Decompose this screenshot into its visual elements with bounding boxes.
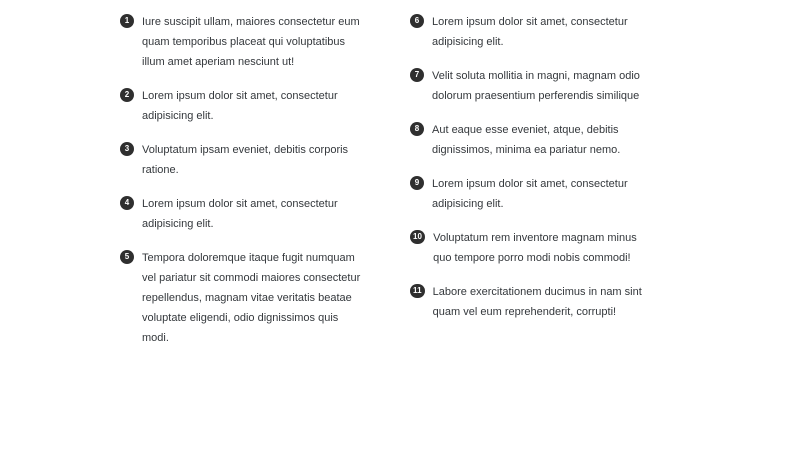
list-item-text: Voluptatum ipsam eveniet, debitis corporis ratione.: [142, 144, 349, 176]
list-item-number-badge: 2: [120, 88, 134, 102]
numbered-list-columns: [120, 12, 680, 348]
list-item[interactable]: [120, 140, 368, 180]
list-item-number-badge: 11: [410, 284, 425, 298]
list-item[interactable]: [120, 248, 368, 348]
list-item-number-badge: 1: [120, 14, 134, 28]
list-item-number-badge: 5: [120, 250, 134, 264]
list-item-text: Lorem ipsum dolor sit amet, consectetur adipisicing elit.: [142, 90, 338, 122]
list-item-number-badge: 9: [410, 176, 424, 190]
list-item[interactable]: [410, 66, 658, 106]
list-item[interactable]: [410, 12, 658, 52]
list-item-text: Labore exercitationem ducimus in nam sint quam vel eum reprehenderit, corrupti!: [432, 286, 642, 318]
list-item[interactable]: [410, 174, 658, 214]
list-item-text: Voluptatum rem inventore magnam minus quo tempore porro modi nobis commodi!: [433, 232, 637, 264]
list-item-number-badge: 4: [120, 196, 134, 210]
list-item[interactable]: [410, 282, 658, 322]
right-column: [410, 12, 658, 322]
list-item-number-badge: 6: [410, 14, 424, 28]
list-item[interactable]: [410, 228, 658, 268]
list-item-number-badge: 7: [410, 68, 424, 82]
left-column: [120, 12, 368, 348]
list-item-number-badge: 3: [120, 142, 134, 156]
list-item-text: Iure suscipit ullam, maiores consectetur eum quam temporibus placeat qui voluptatibus illum amet aperiam nesciunt ut!: [142, 16, 360, 68]
list-item[interactable]: [120, 194, 368, 234]
list-item[interactable]: [120, 86, 368, 126]
list-item-text: Lorem ipsum dolor sit amet, consectetur adipisicing elit.: [432, 16, 628, 48]
list-item-number-badge: 10: [410, 230, 425, 244]
list-item-text: Tempora doloremque itaque fugit numquam vel pariatur sit commodi maiores consectetur repellendus, magnam vitae veritatis beatae voluptate eligendi, odio dignissimos quis modi.: [142, 252, 361, 344]
list-item-text: Aut eaque esse eveniet, atque, debitis dignissimos, minima ea pariatur nemo.: [432, 124, 621, 156]
list-item[interactable]: [410, 120, 658, 160]
list-item[interactable]: [120, 12, 368, 72]
list-item-text: Lorem ipsum dolor sit amet, consectetur adipisicing elit.: [142, 198, 338, 230]
list-item-text: Velit soluta mollitia in magni, magnam odio dolorum praesentium perferendis similique: [432, 70, 640, 102]
list-item-text: Lorem ipsum dolor sit amet, consectetur adipisicing elit.: [432, 178, 628, 210]
list-item-number-badge: 8: [410, 122, 424, 136]
